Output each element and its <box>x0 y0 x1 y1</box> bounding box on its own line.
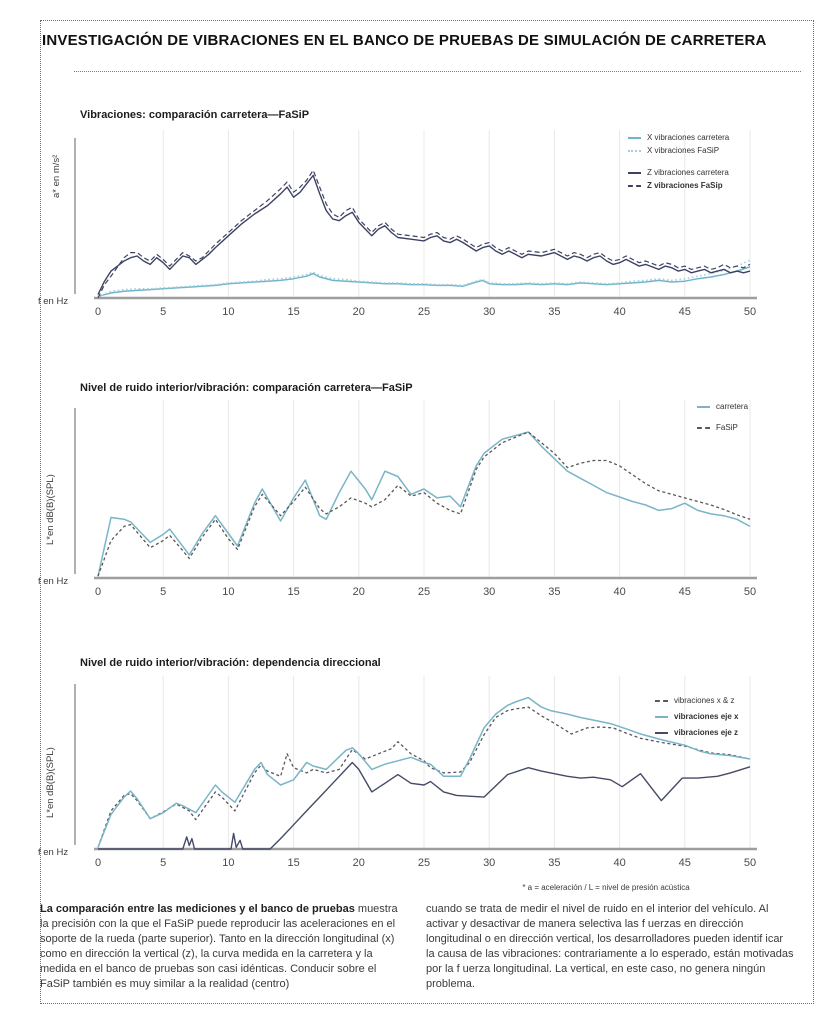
legend-item <box>655 712 738 721</box>
chart2-legend <box>697 402 748 444</box>
x-tick-label: 5 <box>160 586 167 598</box>
legend-item <box>628 181 729 190</box>
legend-item <box>628 146 729 155</box>
legend-item <box>628 133 729 142</box>
legend-line-swatch <box>697 427 710 429</box>
x-tick-label: 0 <box>94 857 102 869</box>
legend-item <box>697 402 748 411</box>
body-text-left-column <box>40 902 404 992</box>
x-tick-label: 40 <box>613 857 626 869</box>
x-tick-label: 10 <box>222 586 235 598</box>
legend-item <box>655 696 738 705</box>
x-tick-label: 10 <box>222 857 235 869</box>
legend-label: X vibraciones FaSiP <box>647 146 720 155</box>
legend-item <box>628 168 729 177</box>
x-tick-label: 40 <box>613 306 626 318</box>
legend-line-swatch <box>628 150 641 152</box>
x-tick-label: 45 <box>678 857 691 869</box>
legend-label: Z vibraciones FaSip <box>647 181 723 190</box>
x-tick-label: 45 <box>678 586 691 598</box>
legend-label: vibraciones eje x <box>674 712 739 721</box>
legend-label: FaSiP <box>716 423 738 432</box>
legend-line-swatch <box>628 172 641 174</box>
legend-line-swatch <box>697 406 710 408</box>
legend-item <box>697 423 748 432</box>
title-separator <box>74 71 801 72</box>
chart3-x-axis-label: f en Hz <box>38 847 69 858</box>
chart3-legend <box>655 696 738 744</box>
body-text-lead: La comparación entre las mediciones y el banco de pruebas <box>40 903 355 915</box>
legend-line-swatch <box>628 137 641 139</box>
legend-line-swatch <box>655 732 668 734</box>
chart1-x-axis-label: f en Hz <box>38 296 69 307</box>
chart1-y-axis-label: a* en m/s² <box>51 154 62 198</box>
x-tick-label: 25 <box>417 857 431 869</box>
chart1-legend <box>628 133 729 194</box>
x-tick-label: 30 <box>483 586 496 598</box>
chart3-title: Nivel de ruido interior/vibración: dependencia direccional <box>80 657 381 669</box>
x-tick-label: 20 <box>352 857 365 869</box>
x-tick-label: 5 <box>160 857 167 869</box>
legend-label: vibraciones eje z <box>674 728 739 737</box>
chart1-title: Vibraciones: comparación carretera—FaSiP <box>80 109 310 121</box>
x-tick-label: 0 <box>94 306 102 318</box>
x-tick-label: 20 <box>352 586 365 598</box>
x-tick-label: 15 <box>287 586 300 598</box>
legend-item <box>655 728 738 737</box>
x-tick-label: 50 <box>743 306 757 318</box>
x-tick-label: 30 <box>483 857 496 869</box>
x-tick-label: 35 <box>548 306 561 318</box>
chart-footnote: * a = aceleración / L = nivel de presión acústica <box>522 883 690 892</box>
x-tick-label: 20 <box>352 306 365 318</box>
x-tick-label: 15 <box>287 306 300 318</box>
page-title: INVESTIGACIÓN DE VIBRACIONES EN EL BANCO DE PRUEBAS DE SIMULACIÓN DE CARRETERA <box>42 32 767 49</box>
x-tick-label: 35 <box>548 586 561 598</box>
chart2-title: Nivel de ruido interior/vibración: comparación carretera—FaSiP <box>80 382 413 394</box>
x-tick-label: 25 <box>417 586 431 598</box>
body-text-right-column: cuando se trata de medir el nivel de ruido en el interior del vehículo. Al activar y desactivar de manera selectiva las f uerzas en dirección longitudinal o en dirección vertical, los desarrolladores pueden identif icar la causa de las vibraciones: contrariamente a lo esperado, están motivadas por la f uerza longitudinal. La vertical, en este caso, no genera ningún problema. <box>426 903 794 990</box>
chart2-y-axis-label: L*en dB(B)(SPL) <box>45 474 56 545</box>
legend-line-swatch <box>628 185 641 187</box>
x-tick-label: 25 <box>417 306 431 318</box>
x-tick-label: 35 <box>548 857 561 869</box>
legend-label: Z vibraciones carretera <box>647 168 729 177</box>
legend-label: vibraciones x & z <box>674 696 735 705</box>
chart2-x-axis-label: f en Hz <box>38 576 69 587</box>
x-tick-label: 50 <box>743 857 757 869</box>
x-tick-label: 15 <box>287 857 300 869</box>
legend-line-swatch <box>655 700 668 702</box>
x-tick-label: 10 <box>222 306 235 318</box>
x-tick-label: 30 <box>483 306 496 318</box>
body-text-left-rest: muestra la precisión con la que el FaSiP puede reproducir las aceleraciones en el soporte de la rueda (parte superior). Tanto en la dirección longitudinal (x) como en dirección la vertical (z), la curva medida en la carretera y la medida en el banco de pruebas son casi idénticas. Conducir sobre el FaSiP también es muy similar a la realidad (centro) <box>40 903 398 990</box>
chart3-y-axis-label: L*en dB(B)(SPL) <box>45 747 56 818</box>
x-tick-label: 50 <box>743 586 757 598</box>
legend-label: X vibraciones carretera <box>647 133 730 142</box>
x-tick-label: 0 <box>94 586 102 598</box>
legend-label: carretera <box>716 402 749 411</box>
legend-line-swatch <box>655 716 668 718</box>
x-tick-label: 45 <box>678 306 691 318</box>
x-tick-label: 40 <box>613 586 626 598</box>
x-tick-label: 5 <box>160 306 167 318</box>
